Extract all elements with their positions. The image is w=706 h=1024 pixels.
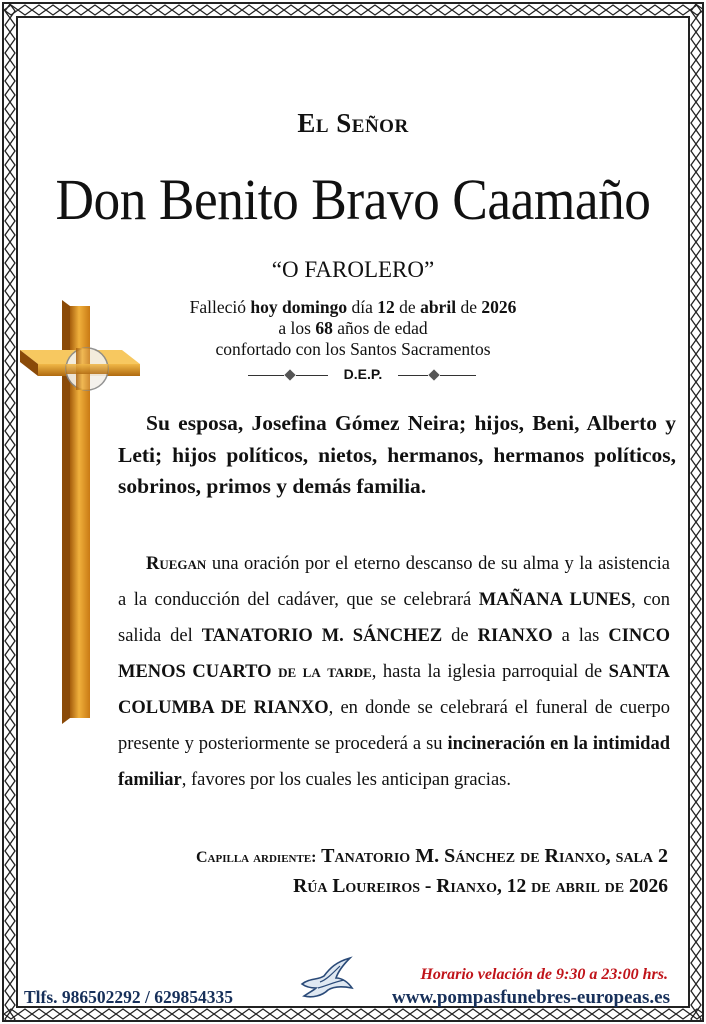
deceased-name: Don Benito Bravo Caamaño xyxy=(55,167,651,232)
family-paragraph: Su esposa, Josefina Gómez Neira; hijos, Beni, Alberto y Leti; hijos políticos, nietos, hermanos, hermanos políticos, sobrinos, primos y demás familia. xyxy=(118,411,676,498)
capilla-label: Capilla ardiente: xyxy=(195,849,317,866)
ruegan-text: una oración por el eterno descanso de su alma y la asistencia a la conducción del cadáver, que se celebrará xyxy=(118,554,670,610)
divider-line xyxy=(398,375,428,376)
ruegan-text: , hasta la iglesia parroquial de xyxy=(371,662,609,682)
website-link[interactable]: www.pompasfunebres-europeas.es xyxy=(392,987,670,1008)
capilla-value: Tanatorio M. Sánchez de Rianxo, sala 2 xyxy=(321,845,668,867)
death-month: abril xyxy=(420,297,457,317)
death-text: de xyxy=(456,297,482,317)
ruegan-emph: MAÑANA LUNES xyxy=(478,590,632,610)
death-year: 2026 xyxy=(481,297,517,317)
title-el-senor: El Señor xyxy=(297,108,409,138)
age-value: 68 xyxy=(315,318,333,338)
dep-divider xyxy=(248,366,478,386)
dove-icon xyxy=(296,954,356,1004)
chain-border-bottom xyxy=(4,1008,702,1020)
sacraments-line: confortado con los Santos Sacramentos xyxy=(215,339,491,359)
diamond-ornament xyxy=(428,369,439,380)
age-text: a los xyxy=(278,318,316,338)
location-date: Rúa Loureiros - Rianxo, 12 de abril de 2026 xyxy=(293,876,668,897)
death-text: día xyxy=(347,297,378,317)
age-text: años de edad xyxy=(332,318,428,338)
chain-border-top xyxy=(4,4,702,16)
ruegan-emph: incineración en la intimidad familiar xyxy=(118,734,670,790)
ruegan-emph: TANATORIO M. SÁNCHEZ xyxy=(201,626,443,646)
ruegan-text: de xyxy=(442,626,478,646)
ruegan-text: , favores por los cuales les anticipan gracias. xyxy=(181,770,511,790)
ruegan-emph: CINCO MENOS CUARTO xyxy=(118,626,670,682)
dep-label: D.E.P. xyxy=(343,366,383,382)
nickname: “O FAROLERO” xyxy=(271,257,435,282)
diamond-ornament xyxy=(284,369,295,380)
ruegan-emph: RIANXO xyxy=(477,626,553,646)
ruegan-text: , en donde se celebrará el funeral de cuerpo presente y posteriormente se procederá a su xyxy=(118,698,670,754)
divider-line xyxy=(296,375,328,376)
chain-border-right xyxy=(690,4,702,1020)
chain-border-left xyxy=(4,4,16,1020)
horario-velacion: Horario velación de 9:30 a 23:00 hrs. xyxy=(420,966,668,983)
phone-numbers: Tlfs. 986502292 / 629854335 xyxy=(24,987,234,1007)
capilla-ardiente xyxy=(196,845,668,868)
ruegan-paragraph xyxy=(118,546,670,798)
divider-line xyxy=(248,375,284,376)
death-day-number: 12 xyxy=(377,297,395,317)
ruegan-text: a las xyxy=(552,626,609,646)
death-text: Falleció xyxy=(189,297,251,317)
ruegan-word: Ruegan xyxy=(146,554,207,574)
ruegan-emph: SANTA COLUMBA DE RIANXO xyxy=(118,662,671,718)
divider-line xyxy=(440,375,476,376)
death-day: hoy domingo xyxy=(250,297,348,317)
death-text: de xyxy=(394,297,421,317)
ruegan-text: , con salida del xyxy=(118,590,670,646)
ruegan-emph: de la tarde xyxy=(278,662,372,682)
